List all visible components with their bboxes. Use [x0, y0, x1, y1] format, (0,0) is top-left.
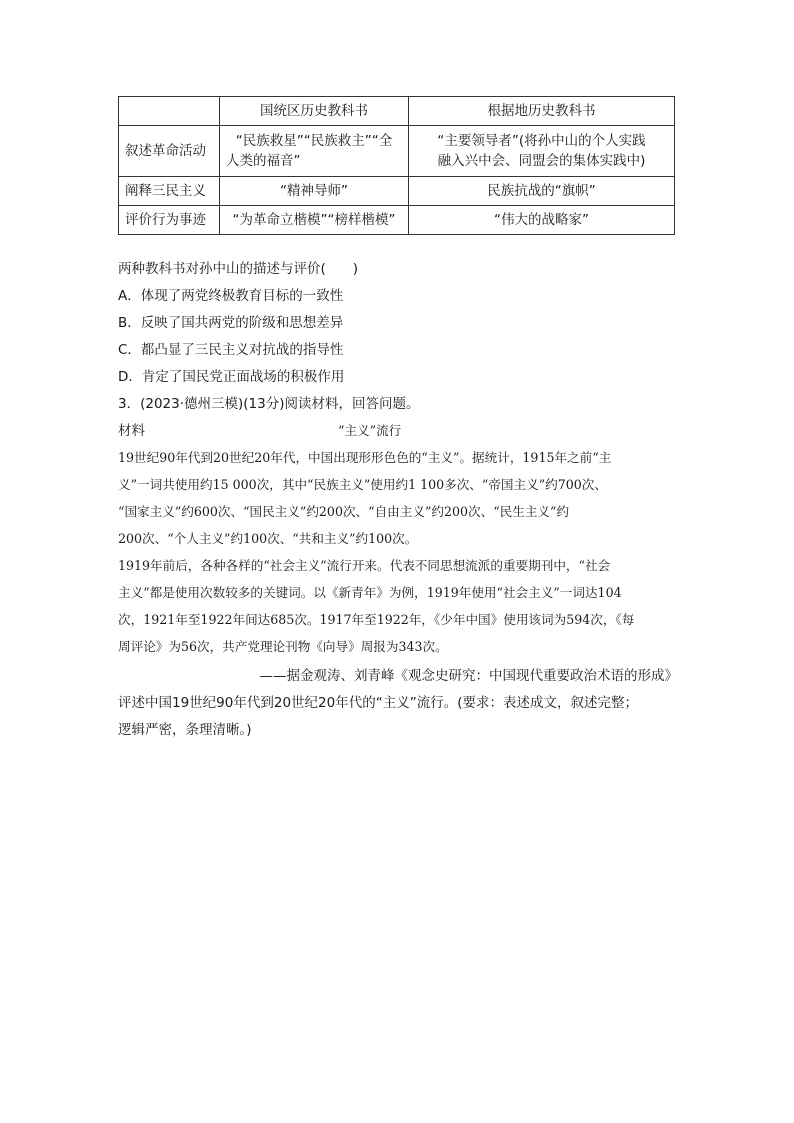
- material-line: 1919年前后，各种各样的“社会主义”流行开来。代表不同思想流派的重要期刊中，“社会: [118, 558, 611, 573]
- material-line: 周评论》为56次，共产党理论刊物《向导》周报为343次。: [118, 639, 448, 654]
- option-c: C．都凸显了三民主义对抗战的指导性: [118, 342, 344, 358]
- table-corner-cell: [119, 97, 220, 126]
- material-label: 材料: [118, 423, 145, 439]
- task-line: 逻辑严密，条理清晰。): [118, 722, 252, 738]
- ccp-cell: 民族抗战的“旗帜”: [409, 177, 675, 206]
- material-line: 200次、“个人主义”约100次、“共和主义”约100次。: [118, 531, 418, 546]
- question-stem: 两种教科书对孙中山的描述与评价( ): [118, 261, 359, 277]
- cell-line: 人类的福音”: [226, 153, 301, 169]
- material-line: 主义”都是使用次数较多的关键词。以《新青年》为例，1919年使用“社会主义”一词达104: [118, 585, 622, 600]
- row-label: 叙述革命活动: [119, 126, 220, 177]
- ccp-cell: “伟大的战略家”: [409, 206, 675, 235]
- gmd-cell: “精神导师”: [220, 177, 409, 206]
- option-a: A．体现了两党终极教育目标的一致性: [118, 288, 344, 304]
- option-d: D．肯定了国民党正面战场的积极作用: [118, 369, 345, 385]
- ccp-cell: [409, 126, 675, 177]
- option-b: B．反映了国共两党的阶级和思想差异: [118, 315, 344, 331]
- gmd-cell: [220, 126, 409, 177]
- task-line: 评述中国19世纪90年代到20世纪20年代的“主义”流行。(要求：表述成文，叙述完整；: [118, 695, 638, 711]
- cell-line: 融入兴中会、同盟会的集体实践中): [437, 153, 646, 169]
- material-line: 义”一词共使用约15 000次，其中“民族主义”使用约1 100多次、“帝国主义”约700次、: [118, 477, 607, 492]
- cell-line: “民族救星”“民族救主”“全: [235, 133, 393, 149]
- question-heading: 3．(2023·德州三模)(13分)阅读材料，回答问题。: [118, 396, 420, 412]
- comparison-table: [118, 96, 675, 235]
- header-gmd-textbook: 国统区历史教科书: [220, 97, 409, 126]
- gmd-cell: “为革命立楷模”“榜样楷模”: [220, 206, 409, 235]
- header-ccp-textbook: 根据地历史教科书: [409, 97, 675, 126]
- row-label: 阐释三民主义: [119, 177, 220, 206]
- material-source: ——据金观涛、刘青峰《观念史研究：中国现代重要政治术语的形成》: [259, 668, 678, 684]
- row-label: 评价行为事迹: [119, 206, 220, 235]
- material-line: 19世纪90年代到20世纪20年代，中国出现形形色色的“主义”。据统计，1915年之前“主: [118, 450, 612, 465]
- material-line: “国家主义”约600次、“国民主义”约200次、“自由主义”约200次、“民生主义”约: [118, 504, 570, 519]
- material-title: “主义”流行: [338, 423, 402, 438]
- table-row: [119, 206, 675, 235]
- table-header-row: [119, 97, 675, 126]
- table-row: [119, 177, 675, 206]
- cell-line: “主要领导者”(将孙中山的个人实践: [437, 133, 646, 149]
- material-line: 次，1921年至1922年间达685次。1917年至1922年，《少年中国》使用该词为594次，《每: [118, 612, 635, 627]
- table-row: [119, 126, 675, 177]
